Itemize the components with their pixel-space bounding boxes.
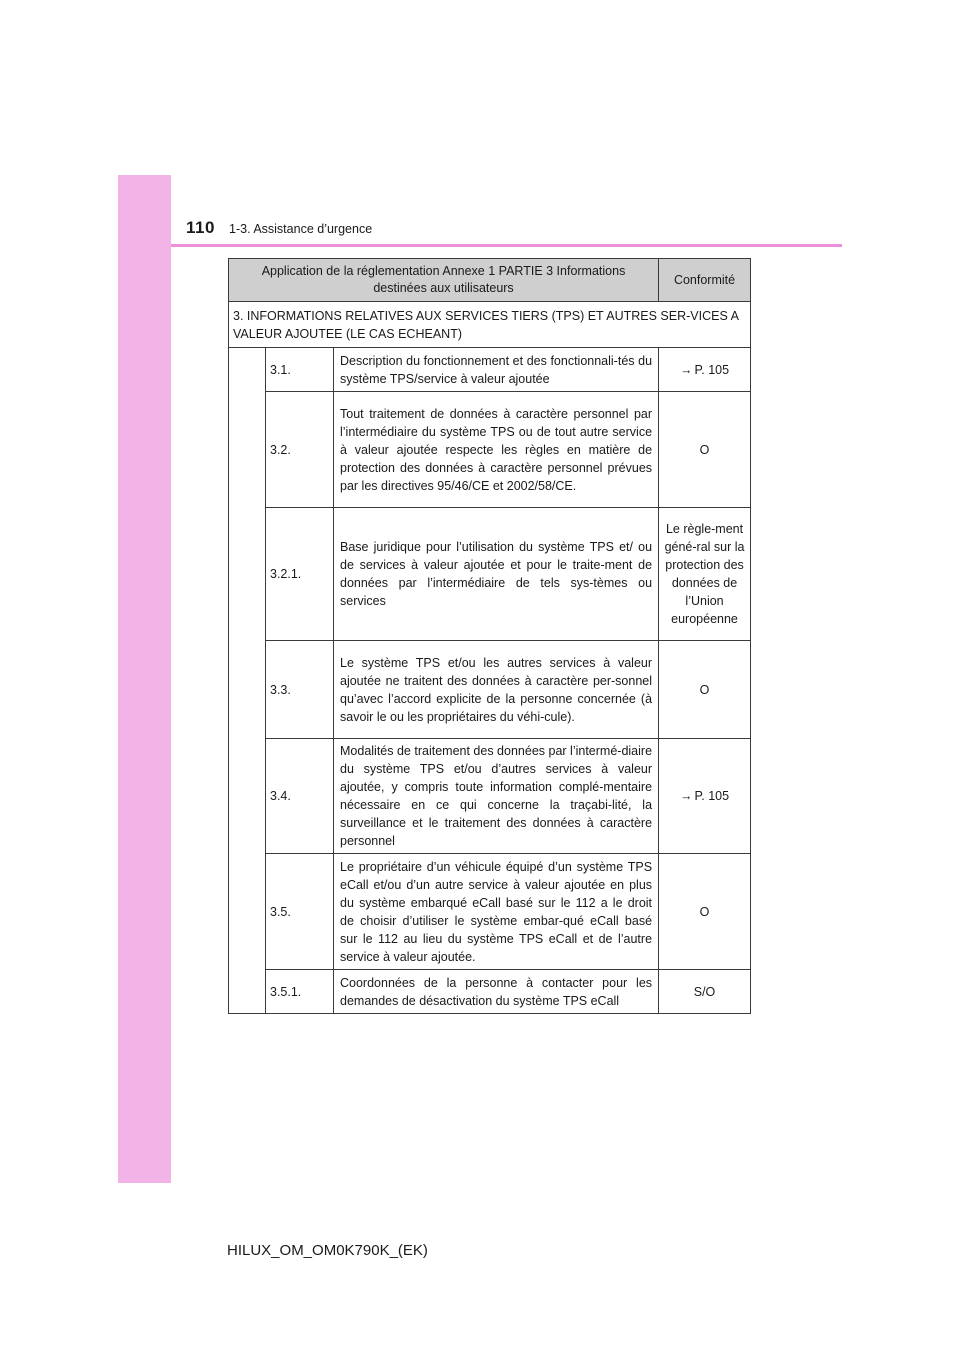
page-number: 110	[186, 218, 215, 237]
arrow-right-icon: →	[680, 789, 693, 803]
row-conformity	[659, 348, 751, 392]
row-description: Le système TPS et/ou les autres services à valeur ajoutée ne traitent des données à caractère per-sonnel qu’avec l’accord explicite de la personne concernée (à savoir le ou les propriétaires du véhi-cule).	[334, 641, 659, 739]
section-title: 1-3. Assistance d’urgence	[229, 222, 373, 236]
row-conformity: S/O	[659, 970, 751, 1014]
row-number: 3.4.	[266, 739, 334, 854]
row-conformity	[659, 739, 751, 854]
indent-cell	[229, 348, 266, 1014]
table-row	[229, 641, 751, 739]
row-number: 3.2.	[266, 392, 334, 508]
row-description: Le propriétaire d’un véhicule équipé d’un système TPS eCall et/ou d’un autre service à valeur ajoutée en plus du système embarqué eCall basé sur le 112 a le droit de choisir d’utiliser le système embar-qué eCall basé sur le 112 au lieu du système TPS eCall et de l’autre service à valeur ajoutée.	[334, 854, 659, 970]
section-row	[229, 302, 751, 348]
row-number: 3.2.1.	[266, 508, 334, 641]
row-number: 3.1.	[266, 348, 334, 392]
footer-document-code: HILUX_OM_OM0K790K_(EK)	[227, 1242, 428, 1259]
row-description: Tout traitement de données à caractère personnel par l’intermédiaire du système TPS ou de tout autre service à valeur ajoutée respecte les règles en matière de protection des données à caractère personnel prévues par les directives 95/46/CE et 2002/58/CE.	[334, 392, 659, 508]
header-application: Application de la réglementation Annexe 1 PARTIE 3 Informations destinées aux utilisateurs	[229, 259, 659, 302]
row-number: 3.3.	[266, 641, 334, 739]
page-reference: P. 105	[694, 362, 730, 377]
row-description: Modalités de traitement des données par l’intermé-diaire du système TPS et/ou d’autres services à valeur ajoutée, y compris toute information complé-mentaire nécessaire en ce qui concerne la traçabi-lité, la surveillance et le traitement des données à caractère personnel	[334, 739, 659, 854]
header-conformite: Conformité	[659, 259, 751, 302]
row-conformity: O	[659, 392, 751, 508]
row-description: Description du fonctionnement et des fonctionnali-tés du système TPS/service à valeur ajoutée	[334, 348, 659, 392]
header-rule	[171, 244, 842, 247]
row-number: 3.5.1.	[266, 970, 334, 1014]
table-row	[229, 739, 751, 854]
row-conformity: Le règle-ment géné-ral sur la protection des données de l’Union européenne	[659, 508, 751, 641]
section-heading: 3. INFORMATIONS RELATIVES AUX SERVICES TIERS (TPS) ET AUTRES SER-VICES A VALEUR AJOUTEE (LE CAS ECHEANT)	[229, 302, 751, 348]
regulation-table	[228, 258, 751, 1014]
table-header-row	[229, 259, 751, 302]
table-row	[229, 508, 751, 641]
arrow-right-icon: →	[680, 362, 693, 377]
table-row	[229, 854, 751, 970]
table-row	[229, 392, 751, 508]
page-reference: P. 105	[694, 789, 730, 803]
table-row	[229, 970, 751, 1014]
row-conformity: O	[659, 641, 751, 739]
table-row	[229, 348, 751, 392]
row-conformity: O	[659, 854, 751, 970]
row-description: Coordonnées de la personne à contacter pour les demandes de désactivation du système TPS eCall	[334, 970, 659, 1014]
row-number: 3.5.	[266, 854, 334, 970]
row-description: Base juridique pour l’utilisation du système TPS et/ ou de services à valeur ajoutée et pour le traite-ment de données par l’intermédiaire de tels sys-tèmes ou services	[334, 508, 659, 641]
side-thumb-band	[118, 175, 171, 1183]
